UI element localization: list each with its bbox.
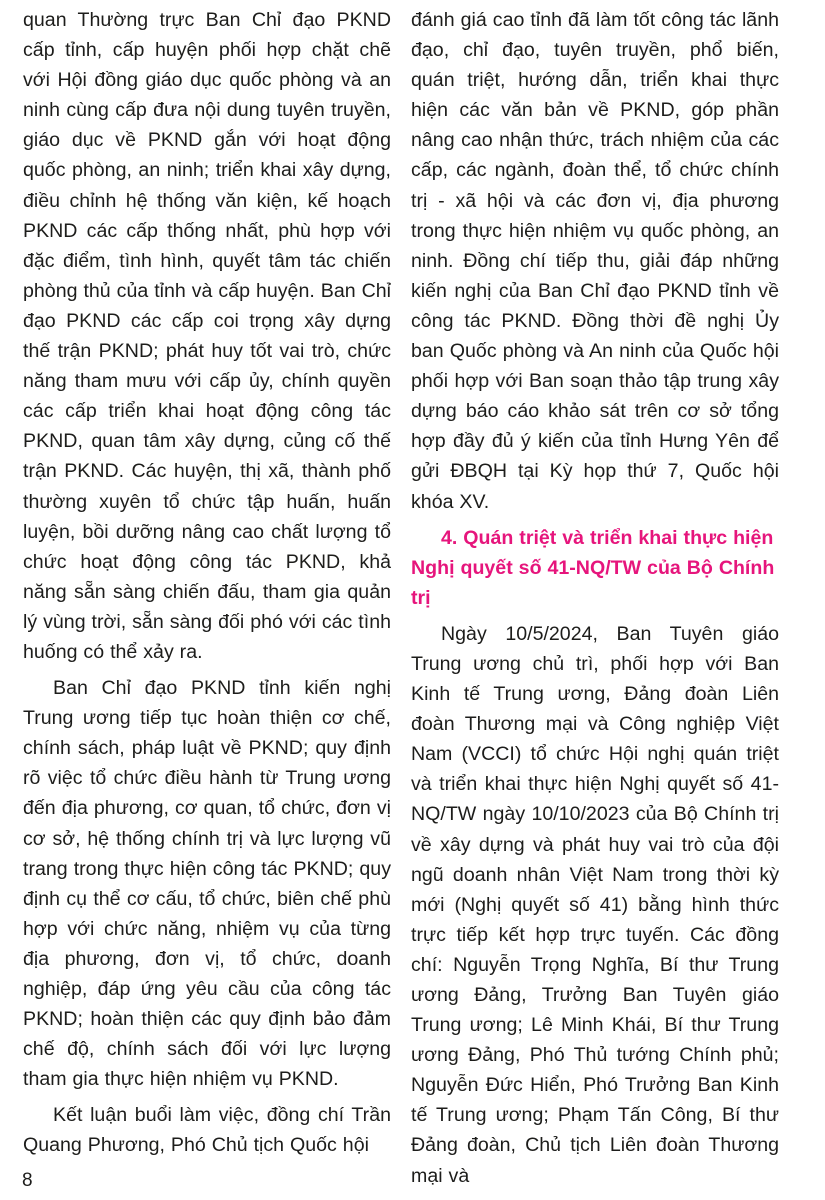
left-paragraph-2: Ban Chỉ đạo PKND tỉnh kiến nghị Trung ương tiếp tục hoàn thiện cơ chế, chính sách, pháp luật về PKND; quy định rõ việc tổ chức điều hành từ Trung ương đến địa phương, cơ quan, tổ chức, đơn vị cơ sở, hệ thống chính trị và lực lượng vũ trang trong thực hiện công tác PKND; quy định cụ thể cơ cấu, tổ chức, biên chế phù hợp với chức năng, nhiệm vụ của từng địa phương, đơn vị, tổ chức, doanh nghiệp, đáp ứng yêu cầu của công tác PKND; hoàn thiện các quy định bảo đảm chế độ, chính sách đối với lực lượng tham gia thực hiện nhiệm vụ PKND. bbox=[23, 677, 391, 1091]
left-paragraph-3: Kết luận buổi làm việc, đồng chí Trần Quang Phương, Phó Chủ tịch Quốc hội bbox=[23, 1104, 391, 1157]
right-paragraph-1: đánh giá cao tỉnh đã làm tốt công tác lãnh đạo, chỉ đạo, tuyên truyền, phổ biến, quán triệt, hướng dẫn, triển khai thực hiện các văn bản về PKND, góp phần nâng cao nhận thức, trách nhiệm của các cấp, các ngành, đoàn thể, tổ chức chính trị - xã hội và các đơn vị, địa phương trong thực hiện nhiệm vụ quốc phòng, an ninh. Đồng chí tiếp thu, giải đáp những kiến nghị của Ban Chỉ đạo PKND tỉnh về công tác PKND. Đồng thời đề nghị Ủy ban Quốc phòng và An ninh của Quốc hội phối hợp với Ban soạn thảo tập trung xây dựng báo cáo khảo sát trên cơ sở tổng hợp đầy đủ ý kiến của tỉnh Hưng Yên để gửi ĐBQH tại Kỳ họp thứ 7, Quốc hội khóa XV. bbox=[411, 9, 779, 513]
left-paragraph-1: quan Thường trực Ban Chỉ đạo PKND cấp tỉnh, cấp huyện phối hợp chặt chẽ với Hội đồng giáo dục quốc phòng và an ninh cùng cấp đưa nội dung tuyên truyền, giáo dục về PKND gắn với hoạt động quốc phòng, an ninh; triển khai xây dựng, điều chỉnh hệ thống văn kiện, kế hoạch PKND các cấp thống nhất, phù hợp với đặc điểm, tình hình, quyết tâm tác chiến phòng thủ của tỉnh và cấp huyện. Ban Chỉ đạo PKND các cấp coi trọng xây dựng thế trận PKND; phát huy tốt vai trò, chức năng tham mưu với cấp ủy, chính quyền các cấp triển khai hoạt động công tác PKND, quan tâm xây dựng, củng cố thế trận PKND. Các huyện, thị xã, thành phố thường xuyên tổ chức tập huấn, huấn luyện, bồi dưỡng nâng cao chất lượng tổ chức hoạt động công tác PKND, khả năng sẵn sàng chiến đấu, tham gia quản lý vùng trời, sẵn sàng đối phó với các tình huống có thể xảy ra. bbox=[23, 9, 391, 663]
right-column bbox=[411, 5, 779, 1197]
page-number: 8 bbox=[22, 1170, 33, 1191]
left-column bbox=[23, 5, 391, 1167]
right-paragraph-2: Ngày 10/5/2024, Ban Tuyên giáo Trung ương chủ trì, phối hợp với Ban Kinh tế Trung ương, Đảng đoàn Liên đoàn Thương mại và Công nghiệp Việt Nam (VCCI) tổ chức Hội nghị quán triệt và triển khai thực hiện Nghị quyết số 41-NQ/TW ngày 10/10/2023 của Bộ Chính trị về xây dựng và phát huy vai trò của đội ngũ doanh nhân Việt Nam trong thời kỳ mới (Nghị quyết số 41) bằng hình thức trực tiếp kết hợp trực tuyến. Các đồng chí: Nguyễn Trọng Nghĩa, Bí thư Trung ương Đảng, Trưởng Ban Tuyên giáo Trung ương; Lê Minh Khái, Bí thư Trung ương Đảng, Phó Thủ tướng Chính phủ; Nguyễn Đức Hiển, Phó Trưởng Ban Kinh tế Trung ương; Phạm Tấn Công, Bí thư Đảng đoàn, Chủ tịch Liên đoàn Thương mại và bbox=[411, 622, 779, 1187]
section-heading: 4. Quán triệt và triển khai thực hiện Nghị quyết số 41-NQ/TW của Bộ Chính trị bbox=[411, 526, 775, 609]
